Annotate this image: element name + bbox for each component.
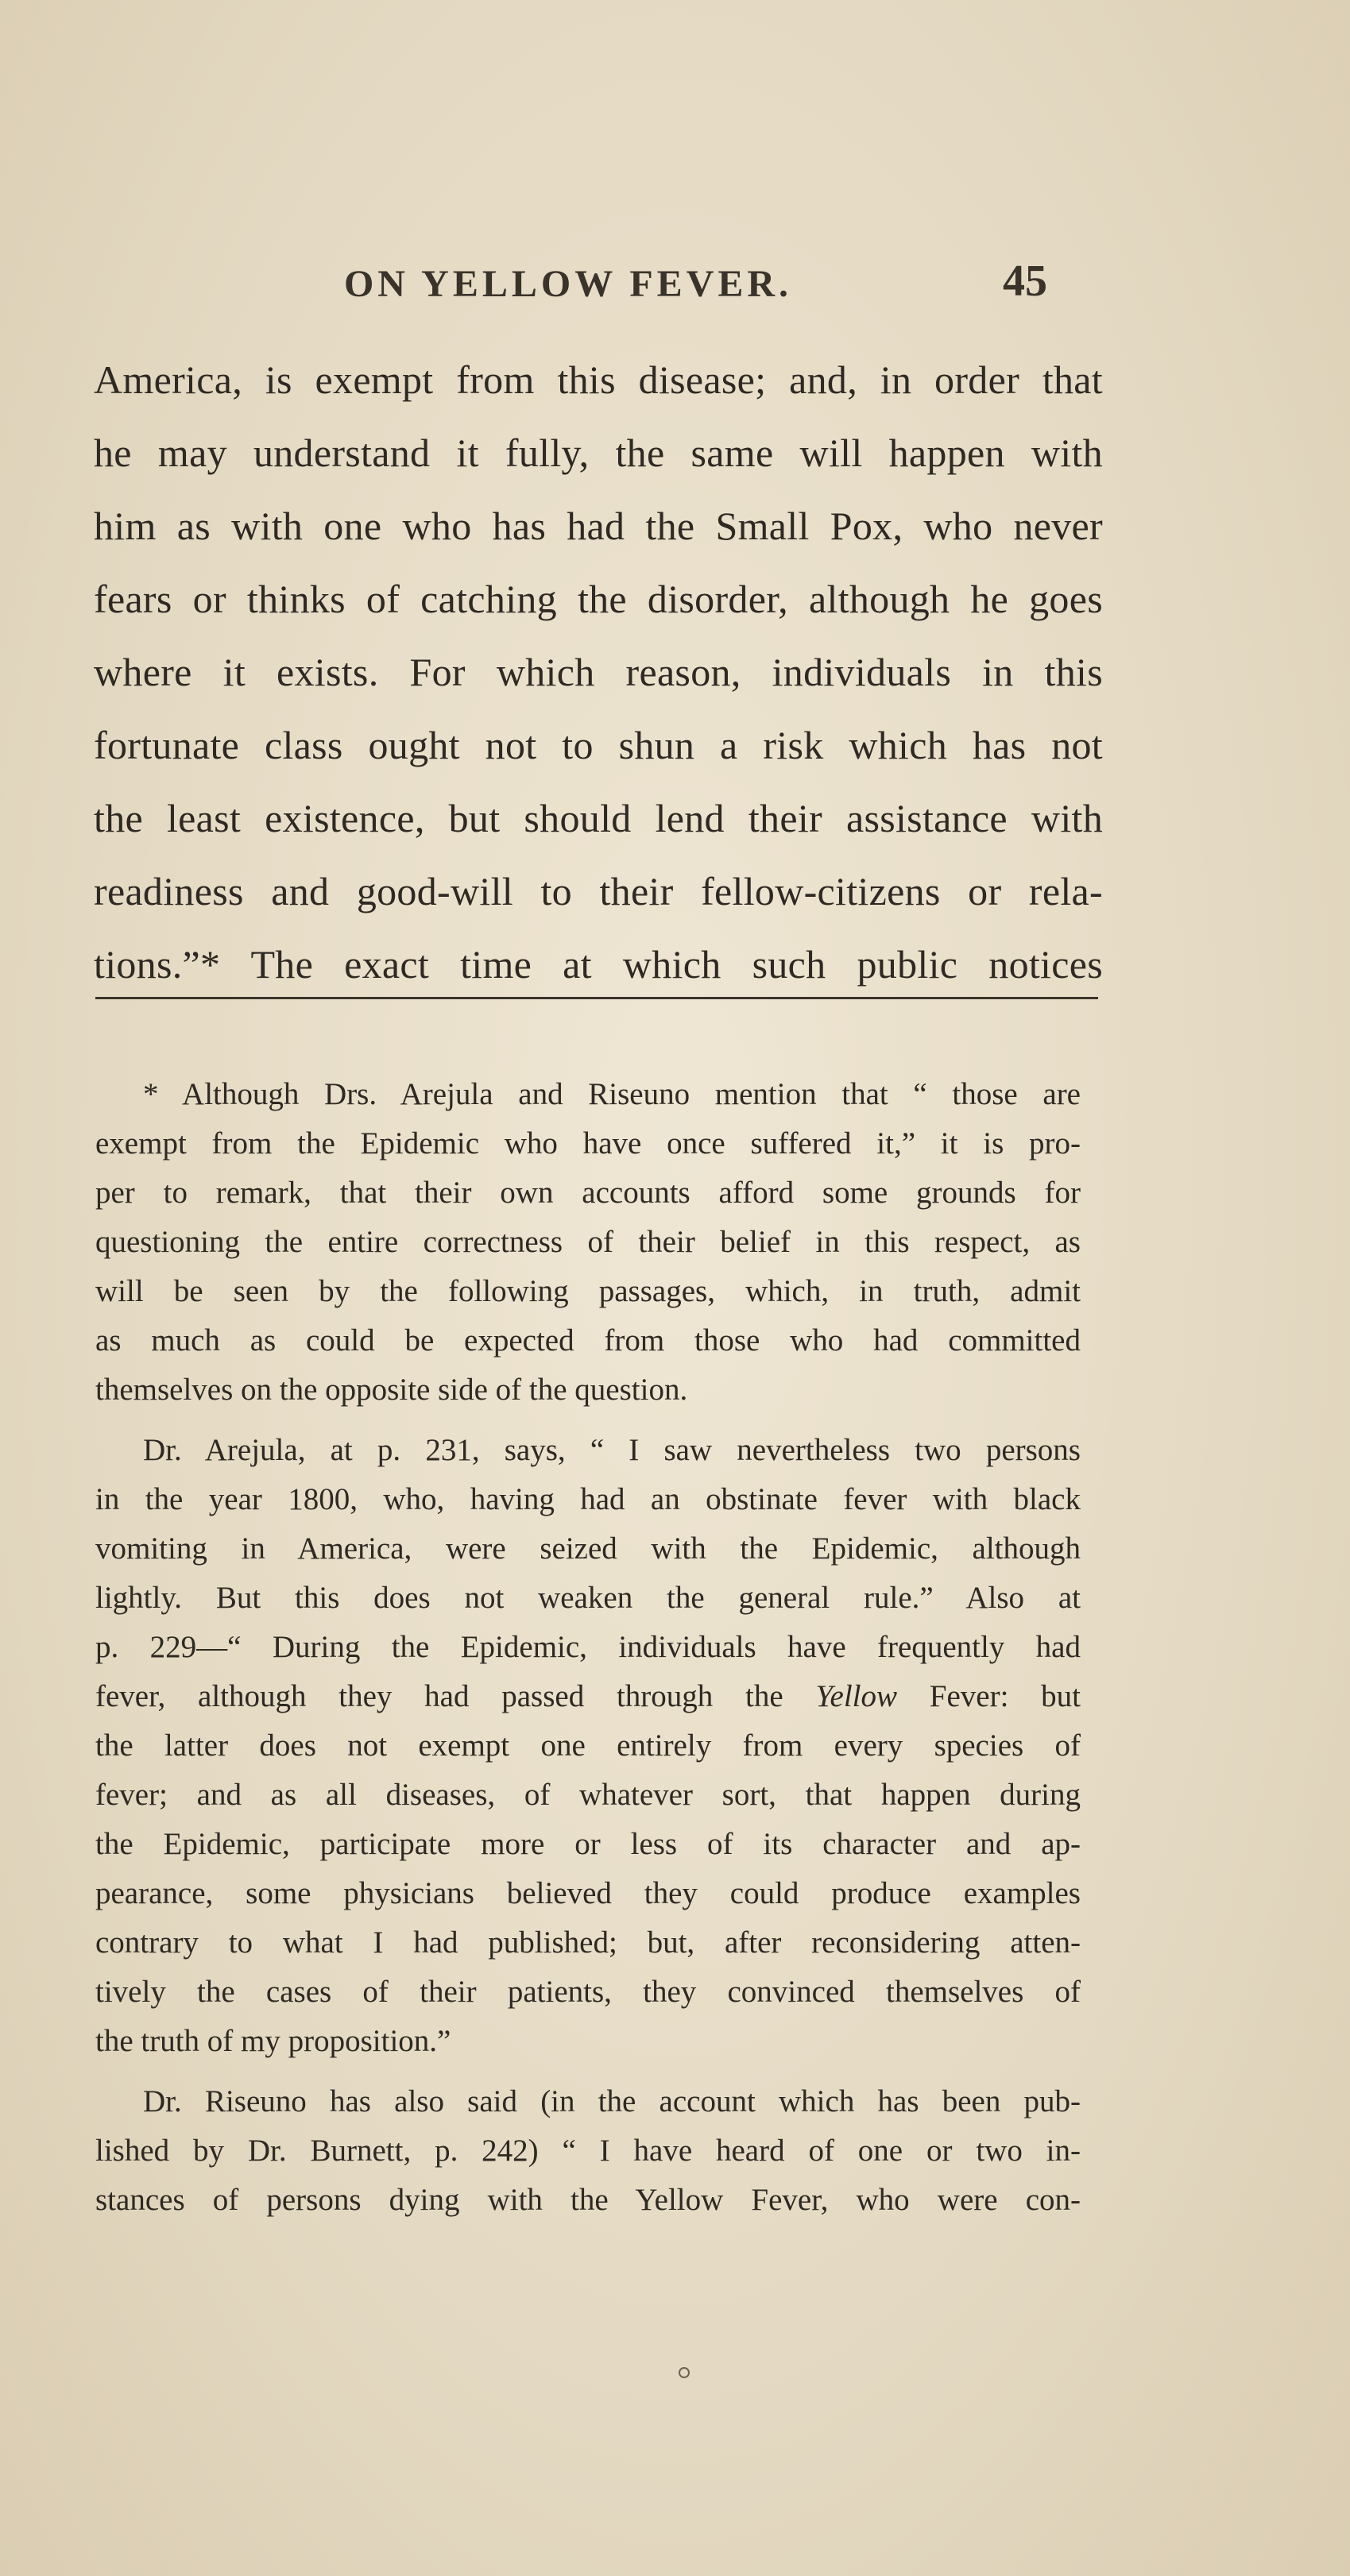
footnote-paragraph	[95, 1426, 1081, 2066]
running-title: ON YELLOW FEVER.	[343, 263, 793, 305]
text-line: America, is exempt from this disease; and, in order that	[94, 357, 1103, 402]
printer-mark	[679, 2367, 690, 2378]
text-line: the least existence, but should lend their assistance with	[94, 796, 1103, 840]
footnote-line: lished by Dr. Burnett, p. 242) “ I have heard of one or two in-	[95, 2134, 1081, 2168]
footnote-line: * Although Drs. Arejula and Riseuno mention that “ those are	[143, 1077, 1081, 1111]
footnote-line: questioning the entire correctness of their belief in this respect, as	[95, 1225, 1081, 1259]
footnote-line: will be seen by the following passages, which, in truth, admit	[95, 1274, 1081, 1308]
text-line: readiness and good-will to their fellow-citizens or rela-	[94, 869, 1103, 913]
main-text	[94, 343, 1103, 1001]
footnotes	[95, 1070, 1081, 2236]
footnote-line: Dr. Riseuno has also said (in the account which has been pub-	[143, 2084, 1081, 2118]
text-line: he may understand it fully, the same will happen with	[94, 431, 1103, 475]
text-line: him as with one who has had the Small Pox, who never	[94, 504, 1103, 548]
footnote-paragraph	[95, 1070, 1081, 1415]
footnote-line: lightly. But this does not weaken the general rule.” Also at	[95, 1581, 1081, 1615]
footnote-line: stances of persons dying with the Yellow Fever, who were con-	[95, 2183, 1081, 2217]
footnote-line: the Epidemic, participate more or less of its character and ap-	[95, 1827, 1081, 1861]
footnote-line: in the year 1800, who, having had an obstinate fever with black	[95, 1482, 1081, 1516]
footnote-line: Dr. Arejula, at p. 231, says, “ I saw nevertheless two persons	[143, 1433, 1081, 1467]
footnote-text: fever, although they had passed through the	[95, 1679, 816, 1713]
footnote-line: per to remark, that their own accounts afford some grounds for	[95, 1176, 1081, 1210]
text-line: fortunate class ought not to shun a risk which has not	[94, 723, 1103, 767]
footnote-text: Fever: but	[897, 1679, 1081, 1713]
footnote-line: the truth of my proposition.”	[95, 2024, 451, 2058]
page-header	[0, 257, 1350, 318]
footnote-line: p. 229—“ During the Epidemic, individuals have frequently had	[95, 1630, 1081, 1664]
italic-word: Yellow	[815, 1679, 898, 1713]
footnote-separator-rule	[95, 997, 1098, 999]
footnote-line: fever; and as all diseases, of whatever sort, that happen during	[95, 1778, 1081, 1812]
footnote-line: as much as could be expected from those who had committed	[95, 1323, 1081, 1358]
footnote-line: pearance, some physicians believed they could produce examples	[95, 1876, 1081, 1910]
footnote-line: vomiting in America, were seized with the Epidemic, although	[95, 1531, 1081, 1566]
footnote-line: tively the cases of their patients, they convinced themselves of	[95, 1975, 1081, 2009]
text-line: fears or thinks of catching the disorder, although he goes	[94, 577, 1103, 621]
text-line: where it exists. For which reason, individuals in this	[94, 650, 1103, 694]
text-line: tions.”* The exact time at which such public notices	[94, 942, 1103, 987]
footnote-line	[95, 1672, 1081, 1721]
page-number: 45	[1003, 257, 1047, 306]
footnote-paragraph	[95, 2077, 1081, 2225]
footnote-line: themselves on the opposite side of the question.	[95, 1373, 688, 1407]
footnote-line: exempt from the Epidemic who have once suffered it,” it is pro-	[95, 1126, 1081, 1161]
footnote-line: contrary to what I had published; but, after reconsidering atten-	[95, 1925, 1081, 1960]
footnote-line: the latter does not exempt one entirely from every species of	[95, 1728, 1081, 1763]
